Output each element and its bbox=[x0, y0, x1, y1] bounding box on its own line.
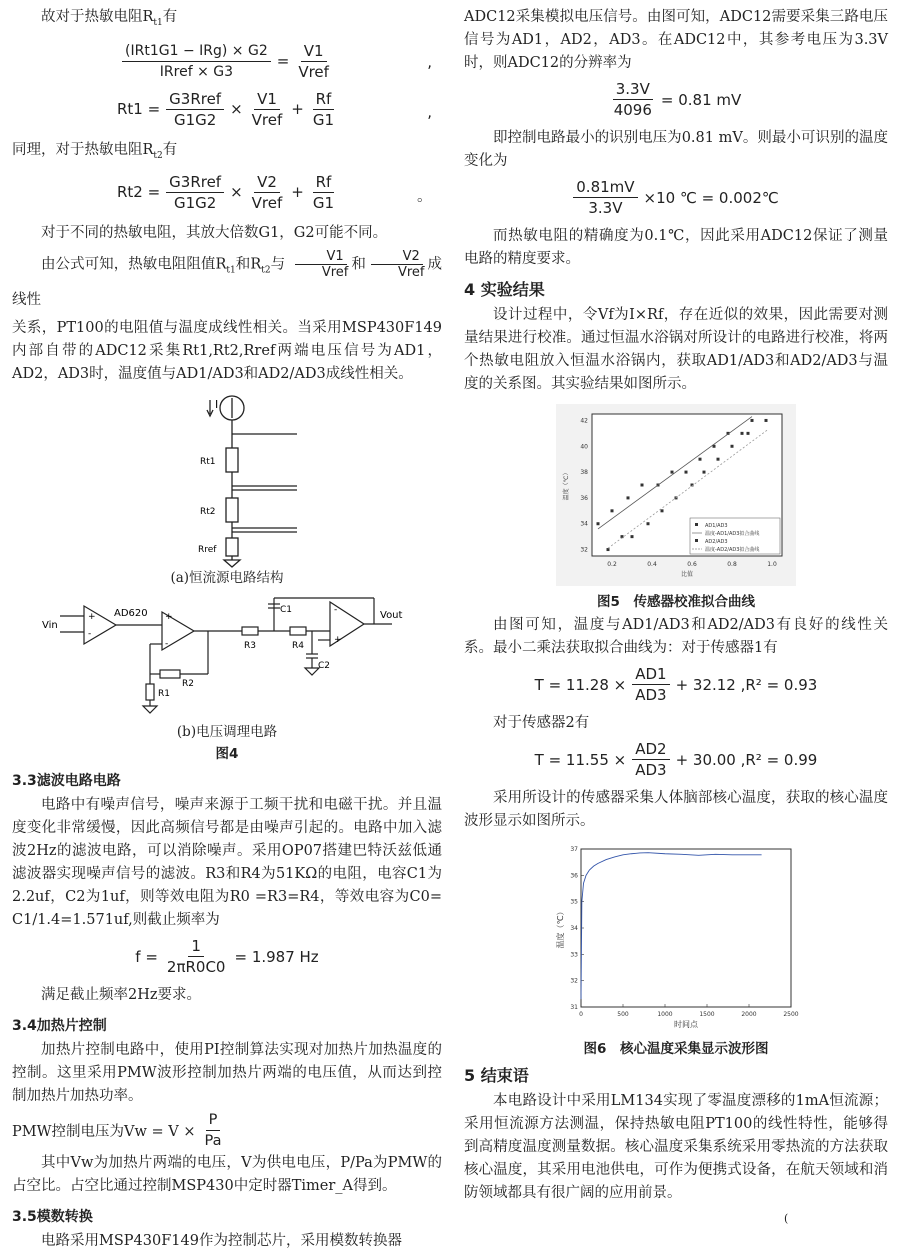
rt1-label: Rt1 bbox=[200, 457, 216, 468]
x-tick-label: 1000 bbox=[657, 1011, 673, 1018]
equation-1: $\frac{\text{(IRt1G1 − IRg) × G2}}{\text{IRref × G3}}$ = $\frac{V1}{\text{Vref}}$ , bbox=[12, 39, 442, 85]
paragraph: 电路采用MSP430F149作为控制芯片，采用模数转换器 bbox=[41, 1233, 402, 1250]
paragraph: 电路中有噪声信号，噪声来源于工频干扰和电磁干扰。并且温度变化非常缓慢，因此高频信号都是由噪声引起的。电路中加入滤波2Hz的滤波电路，可以消除噪声。采用OP07搭建巴特沃兹低通滤波器实现噪声信号的滤波。R3和R4为51KΩ的电阻，电容C1为2.2uf，C2为1uf，则等效电阻为R0 =R3=R4，等效电容为C0= C1/1.4=1.571uf,则截止频率为 bbox=[12, 797, 442, 929]
y-tick-label: 33 bbox=[570, 951, 578, 959]
op-plus: + bbox=[88, 612, 96, 623]
paragraph: 其中Vw为加热片两端的电压，V为供电电压，P/Pa为PMW的占空比。占空比通过控制MSP430中定时器Timer_A得到。 bbox=[12, 1155, 442, 1195]
c1-label: C1 bbox=[280, 605, 293, 616]
y-tick-label: 31 bbox=[570, 1004, 578, 1011]
plot-area bbox=[581, 849, 791, 1007]
legend-entry: AD2/AD3 bbox=[705, 539, 728, 545]
paragraph: 满足截止频率2Hz要求。 bbox=[41, 987, 202, 1004]
paragraph: 而热敏电阻的精确度为0.1℃，因此采用ADC12保证了测量电路的精度要求。 bbox=[464, 228, 888, 267]
legend-entry: AD1/AD3 bbox=[705, 523, 728, 529]
paragraph: 设计过程中，令Vf为I×Rf，存在近似的效果，因此需要对测量结果进行校准。通过恒温水浴锅对所设计的电路进行校准，将两个热敏电阻放入恒温水浴锅内，获取AD1/AD3和AD2/AD3与温度的关系图。其实验结果如图所示。 bbox=[464, 307, 888, 392]
ad620-label: AD620 bbox=[114, 608, 148, 620]
section-heading: 3.3滤波电路电路 bbox=[12, 773, 121, 790]
paragraph: 同理，对于热敏电阻$R_{t2}$有 bbox=[12, 141, 178, 161]
op-minus: - bbox=[334, 605, 338, 616]
op-minus: - bbox=[165, 639, 169, 650]
op-plus: + bbox=[165, 612, 173, 623]
data-point bbox=[611, 509, 614, 512]
figure-4a-caption: (a)恒流源电路结构 bbox=[170, 570, 284, 587]
y-tick-label: 38 bbox=[580, 469, 588, 477]
paragraph: 由图可知，温度与AD1/AD3和AD2/AD3有良好的线性关系。最小二乘法获取拟合曲线为：对于传感器1有 bbox=[464, 617, 888, 656]
data-point bbox=[685, 471, 688, 474]
data-point bbox=[631, 535, 634, 538]
equation-sensor1: T = 11.28 × $\frac{AD1}{AD3}$ + 32.12 ,R² = 0.93 bbox=[534, 665, 818, 704]
circuit-diagram-a bbox=[12, 390, 442, 568]
equation-cutoff: f = $\frac{1}{2\pi R0C0}$ = 1.987 Hz bbox=[135, 937, 319, 977]
x-tick-label: 0.8 bbox=[727, 561, 737, 568]
core-temperature-chart bbox=[551, 843, 801, 1033]
data-point bbox=[731, 445, 734, 448]
y-axis-label: 温度（℃） bbox=[556, 907, 565, 949]
rref-label: Rref bbox=[198, 545, 217, 556]
r2-label: R2 bbox=[182, 679, 194, 690]
paragraph: 关系，PT100的电阻值与温度成线性相关。当采用MSP430F149内部自带的ADC12采集Rt1,Rt2,Rref两端电压信号为AD1，AD2，AD3时，温度值与AD1/AD3和AD2/AD3成线性相关。 bbox=[12, 320, 442, 383]
legend-entry: 温度-AD2/AD3拟合曲线 bbox=[705, 547, 760, 553]
paragraph: 本电路设计中采用LM134实现了零温度漂移的1mA恒流源；采用恒流源方法测温，保持热敏电阻PT100的线性特性，能够得到高精度温度测量数据。核心温度采集系统采用零热流的方法获取核心温度，其采用电池供电，可作为便携式设备，在航天领域和消防领域都具有很广阔的应用前景。 bbox=[464, 1093, 888, 1201]
x-tick-label: 0.6 bbox=[687, 561, 697, 568]
y-tick-label: 34 bbox=[570, 925, 578, 932]
x-tick-label: 500 bbox=[617, 1011, 629, 1018]
current-source-label: I bbox=[215, 398, 219, 412]
calibration-chart bbox=[556, 404, 796, 586]
y-axis-label: 温度（℃） bbox=[563, 469, 570, 501]
paragraph: 故对于热敏电阻$R_{t1}$有 bbox=[41, 9, 178, 28]
equation-sensor2: T = 11.55 × $\frac{AD2}{AD3}$ + 30.00 ,R² = 0.99 bbox=[534, 740, 818, 779]
data-point bbox=[661, 509, 664, 512]
data-point bbox=[647, 522, 650, 525]
data-point bbox=[703, 471, 706, 474]
data-point bbox=[765, 419, 768, 422]
equation-3: Rt2 = $\frac{\text{G3Rref}}{G1G2}$ × $\frac{V2}{\text{Vref}}$ + $\frac{Rf}{G1}$ 。 bbox=[116, 172, 432, 212]
vout-label: Vout bbox=[380, 610, 403, 622]
y-tick-label: 42 bbox=[580, 417, 588, 425]
section-heading: 3.4加热片控制 bbox=[12, 1018, 107, 1035]
circuit-diagram-b bbox=[12, 588, 442, 718]
data-point bbox=[607, 548, 610, 551]
data-point bbox=[597, 522, 600, 525]
x-tick-label: 2000 bbox=[741, 1011, 757, 1018]
r4-label: R4 bbox=[292, 641, 304, 652]
y-tick-label: 40 bbox=[580, 443, 588, 451]
y-tick-label: 35 bbox=[570, 898, 578, 906]
c2-label: C2 bbox=[318, 661, 331, 672]
paragraph: 由公式可知，热敏电阻阻值$R_{t1}$和$R_{t2}$与 $\frac{V1}{\text{Vref}}$ 和 $\frac{V2}{\text{Vref}}$ 成线性 bbox=[12, 248, 443, 309]
data-point bbox=[671, 471, 674, 474]
paragraph: 对于不同的热敏电阻，其放大倍数G1，G2可能不同。 bbox=[41, 224, 388, 241]
r3-label: R3 bbox=[244, 641, 256, 652]
x-axis-label: 时间点 bbox=[674, 1020, 698, 1029]
equation-pmw: PMW控制电压为Vw = V × $\frac{P}{Pa}$ bbox=[12, 1111, 222, 1149]
figure-4b-caption: (b)电压调理电路 bbox=[176, 724, 278, 741]
data-point bbox=[741, 432, 744, 435]
paragraph: 即控制电路最小的识别电压为0.81 mV。则最小可识别的温度变化为 bbox=[464, 130, 888, 169]
op-plus: + bbox=[334, 635, 342, 646]
paragraph: ADC12采集模拟电压信号。由图可知，ADC12需要采集三路电压信号为AD1，AD2，AD3。在ADC12中，其参考电压为3.3V时，则ADC12的分辨率为 bbox=[464, 9, 888, 71]
figure-4-label: 图4 bbox=[215, 746, 239, 763]
y-tick-label: 36 bbox=[570, 872, 578, 880]
equation-temp-resolution: $\frac{0.81mV}{3.3V}$ ×10 ℃ = 0.002℃ bbox=[464, 177, 888, 221]
data-point bbox=[717, 458, 720, 461]
data-point bbox=[641, 484, 644, 487]
section-heading: 4 实验结果 bbox=[464, 280, 545, 299]
rt2-label: Rt2 bbox=[200, 507, 216, 518]
legend-entry: 温度-AD1/AD3拟合曲线 bbox=[705, 531, 760, 537]
x-tick-label: 1.0 bbox=[767, 561, 777, 568]
right-column bbox=[464, 6, 888, 1225]
paragraph: 采用所设计的传感器采集人体脑部核心温度，获取的核心温度波形显示如图所示。 bbox=[464, 790, 888, 829]
data-point bbox=[699, 458, 702, 461]
left-column bbox=[12, 6, 442, 1253]
section-heading: 3.5模数转换 bbox=[12, 1209, 93, 1226]
legend-marker bbox=[695, 523, 698, 526]
y-tick-label: 36 bbox=[580, 494, 588, 502]
y-tick-label: 34 bbox=[580, 520, 588, 528]
x-tick-label: 0 bbox=[579, 1011, 583, 1018]
data-point bbox=[751, 419, 754, 422]
figure-6-caption: 图6 核心温度采集显示波形图 bbox=[583, 1041, 769, 1057]
section-heading: 5 结束语 bbox=[464, 1066, 529, 1085]
x-tick-label: 0.4 bbox=[647, 561, 657, 568]
y-tick-label: 37 bbox=[570, 846, 578, 853]
x-axis-label: 比值 bbox=[680, 571, 694, 578]
data-point bbox=[627, 496, 630, 499]
paragraph: 对于传感器2有 bbox=[493, 715, 590, 731]
r1-label: R1 bbox=[158, 689, 170, 700]
equation-2: Rt1 = $\frac{\text{G3Rref}}{G1G2}$ × $\frac{V1}{\text{Vref}}$ + $\frac{Rf}{G1}$ , bbox=[116, 89, 432, 129]
paragraph: 加热片控制电路中，使用PI控制算法实现对加热片加热温度的控制。这里采用PMW波形控制加热片两端的电压值，从而达到控制加热片加热功率。 bbox=[12, 1042, 442, 1105]
data-point bbox=[747, 432, 750, 435]
x-tick-label: 0.2 bbox=[607, 561, 617, 568]
y-tick-label: 32 bbox=[580, 546, 588, 554]
page-mark: ( bbox=[784, 1212, 789, 1225]
x-tick-label: 2500 bbox=[783, 1011, 799, 1018]
legend-marker bbox=[695, 539, 698, 542]
op-minus: - bbox=[88, 629, 92, 640]
x-tick-label: 1500 bbox=[699, 1011, 715, 1018]
figure-5-caption: 图5 传感器校准拟合曲线 bbox=[597, 594, 755, 610]
equation-resolution: $\frac{3.3V}{4096}$ = 0.81 mV bbox=[613, 80, 742, 119]
vin-label: Vin bbox=[42, 620, 58, 632]
y-tick-label: 32 bbox=[570, 977, 578, 985]
